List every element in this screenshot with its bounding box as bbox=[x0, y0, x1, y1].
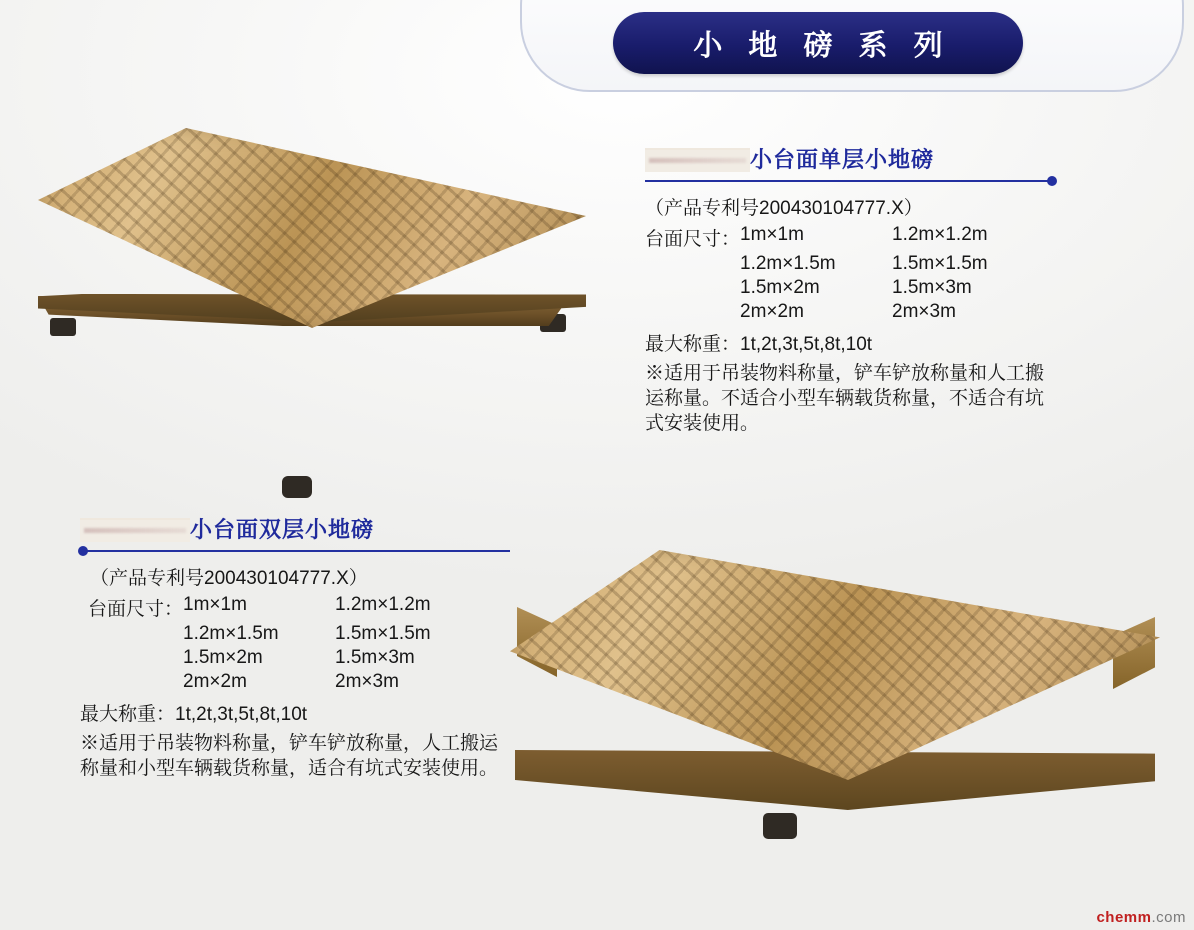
watermark-suffix: .com bbox=[1151, 909, 1186, 926]
spec-size: 2m×3m bbox=[335, 671, 399, 692]
spec-size: 1m×1m bbox=[740, 224, 804, 245]
spec-size: 1.2m×1.2m bbox=[335, 594, 431, 615]
max-weight-row bbox=[645, 329, 1055, 356]
patent-number: （产品专利号200430104777.X） bbox=[645, 198, 923, 219]
product-image-double-layer bbox=[505, 545, 1165, 875]
rule-dot-icon bbox=[78, 546, 88, 556]
max-weight-label: 最大称重： bbox=[80, 704, 176, 725]
scale-foot bbox=[50, 318, 76, 336]
scale-foot bbox=[763, 813, 797, 839]
max-weight-value: 1t,2t,3t,5t,8t,10t bbox=[175, 704, 308, 725]
spec-table-single-layer bbox=[645, 223, 988, 324]
redacted-brand-mark bbox=[645, 148, 750, 172]
page-title: 小 地 磅 系 列 bbox=[693, 29, 952, 62]
scale-deck bbox=[510, 550, 1160, 780]
spec-size: 1.5m×1.5m bbox=[335, 623, 431, 644]
product-title: 小台面单层小地磅 bbox=[750, 147, 935, 172]
watermark-prefix: chemm bbox=[1096, 909, 1152, 926]
product-block-single-layer bbox=[645, 142, 1055, 436]
scale-foot bbox=[282, 476, 312, 498]
table-row bbox=[645, 276, 988, 300]
watermark bbox=[1096, 909, 1186, 926]
table-row bbox=[645, 252, 988, 276]
spec-size: 2m×2m bbox=[183, 671, 247, 692]
table-row bbox=[88, 593, 431, 622]
table-row bbox=[645, 300, 988, 324]
product-block-double-layer bbox=[80, 512, 510, 781]
table-row bbox=[88, 646, 431, 670]
patent-number: （产品专利号200430104777.X） bbox=[90, 568, 368, 589]
spec-size: 1.2m×1.5m bbox=[740, 253, 836, 274]
spec-size: 1.2m×1.5m bbox=[183, 623, 279, 644]
spec-size: 1m×1m bbox=[183, 594, 247, 615]
max-weight-label: 最大称重： bbox=[645, 334, 741, 355]
spec-size: 1.2m×1.2m bbox=[892, 224, 988, 245]
spec-size: 1.5m×2m bbox=[740, 277, 820, 298]
product-title-row bbox=[80, 512, 510, 542]
max-weight-value: 1t,2t,3t,5t,8t,10t bbox=[740, 334, 873, 355]
spec-label: 台面尺寸： bbox=[88, 599, 184, 620]
spec-size: 1.5m×3m bbox=[892, 277, 972, 298]
table-row bbox=[88, 670, 431, 694]
spec-size: 2m×2m bbox=[740, 301, 804, 322]
header-banner bbox=[613, 12, 1023, 74]
title-underline bbox=[645, 176, 1055, 186]
product-title: 小台面双层小地磅 bbox=[190, 517, 375, 542]
spec-size: 1.5m×3m bbox=[335, 647, 415, 668]
spec-table-double-layer bbox=[88, 593, 431, 694]
table-row bbox=[645, 223, 988, 252]
redacted-brand-mark bbox=[80, 518, 190, 542]
table-row bbox=[88, 622, 431, 646]
product-note: ※适用于吊装物料称量，铲车铲放称量，人工搬运称量和小型车辆载货称量，适合有坑式安装使用。 bbox=[80, 733, 499, 780]
product-note: ※适用于吊装物料称量，铲车铲放称量和人工搬运称量。不适合小型车辆载货称量，不适合有坑式安装使用。 bbox=[645, 363, 1045, 435]
product-image-single-layer bbox=[20, 118, 580, 398]
spec-size: 2m×3m bbox=[892, 301, 956, 322]
spec-label: 台面尺寸： bbox=[645, 229, 741, 250]
max-weight-row bbox=[80, 699, 510, 726]
spec-size: 1.5m×1.5m bbox=[892, 253, 988, 274]
title-underline bbox=[80, 546, 510, 556]
spec-size: 1.5m×2m bbox=[183, 647, 263, 668]
product-title-row bbox=[645, 142, 1055, 172]
rule-dot-icon bbox=[1047, 176, 1057, 186]
